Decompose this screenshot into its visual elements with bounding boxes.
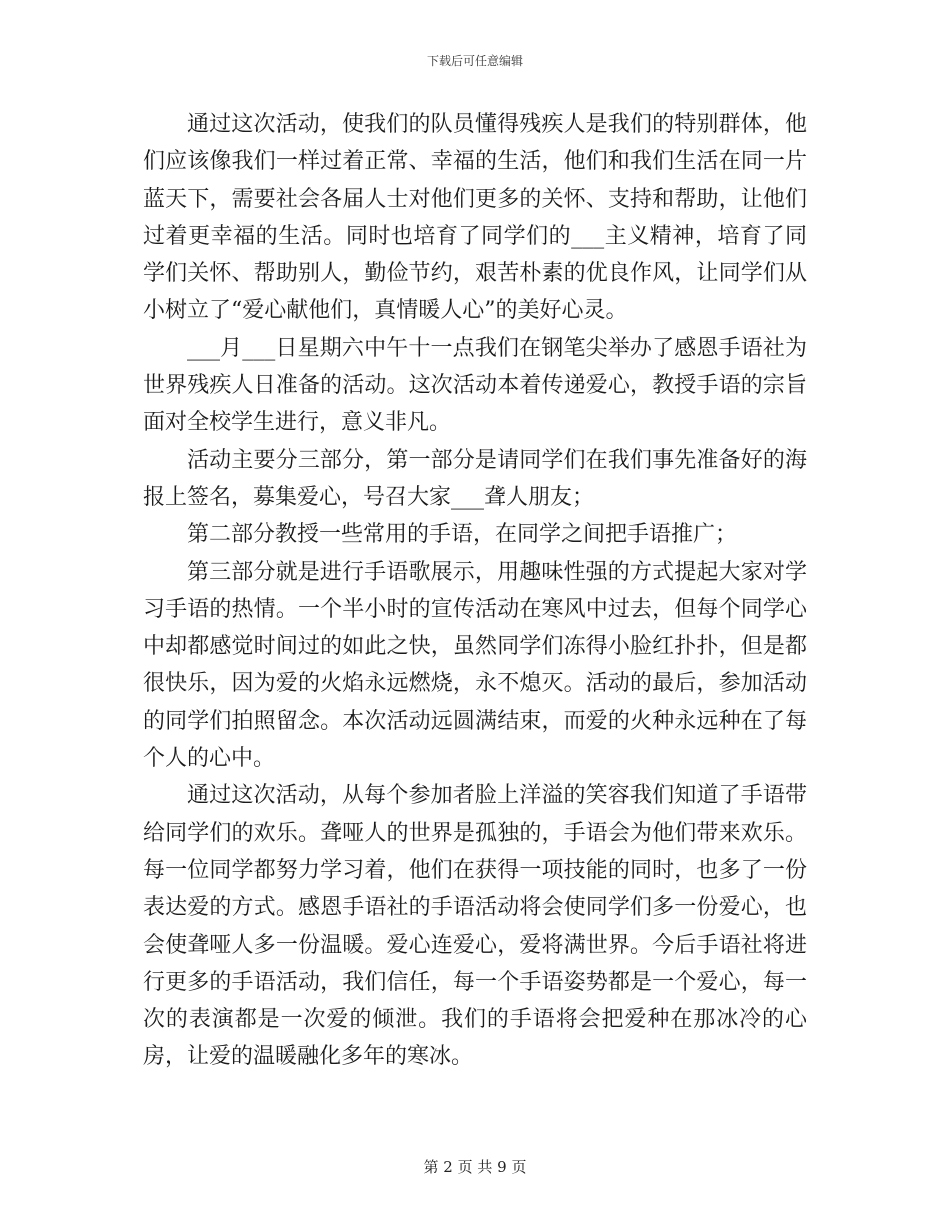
paragraph-2: ___月___日星期六中午十一点我们在钢笔尖举办了感恩手语社为世界残疾人日准备的活动。这次活动本着传递爱心，教授手语的宗旨面对全校学生进行，意义非凡。 [143, 335, 807, 436]
paragraph-1: 通过这次活动，使我们的队员懂得残疾人是我们的特别群体，他们应该像我们一样过着正常、幸福的生活，他们和我们生活在同一片蓝天下，需要社会各届人士对他们更多的关怀、支持和帮助，让他们过着更幸福的生活。同时也培育了同学们的___主义精神，培育了同学们关怀、帮助别人，勤俭节约，艰苦朴素的优良作风，让同学们从小树立了“爱心献他们，真情暖人心”的美好心灵。 [143, 112, 807, 324]
paragraph-4: 第二部分教授一些常用的手语，在同学之间把手语推广； [187, 522, 738, 548]
paragraph-5: 第三部分就是进行手语歌展示，用趣味性强的方式提起大家对学习手语的热情。一个半小时的宣传活动在寒风中过去，但每个同学心中却都感觉时间过的如此之快，虽然同学们冻得小脸红扑扑，但是都很快乐，因为爱的火焰永远燃烧，永不熄灭。活动的最后，参加活动的同学们拍照留念。本次活动远圆满结束，而爱的火种永远种在了每个人的心中。 [143, 559, 807, 772]
paragraph-3: 活动主要分三部分，第一部分是请同学们在我们事先准备好的海报上签名，募集爱心，号召大家___聋人朋友； [143, 447, 807, 510]
header-note: 下载后可任意编辑 [426, 54, 523, 68]
body-text [143, 106, 807, 1076]
page-number: 第 2 页 共 9 页 [423, 1158, 527, 1176]
paragraph-6: 通过这次活动，从每个参加者脸上洋溢的笑容我们知道了手语带给同学们的欢乐。聋哑人的世界是孤独的，手语会为他们带来欢乐。每一位同学都努力学习着，他们在获得一项技能的同时，也多了一份表达爱的方式。感恩手语社的手语活动将会使同学们多一份爱心，也会使聋哑人多一份温暖。爱心连爱心，爱将满世界。今后手语社将进行更多的手语活动，我们信任，每一个手语姿势都是一个爱心，每一次的表演都是一次爱的倾泄。我们的手语将会把爱种在那冰冷的心房，让爱的温暖融化多年的寒冰。 [143, 783, 807, 1070]
